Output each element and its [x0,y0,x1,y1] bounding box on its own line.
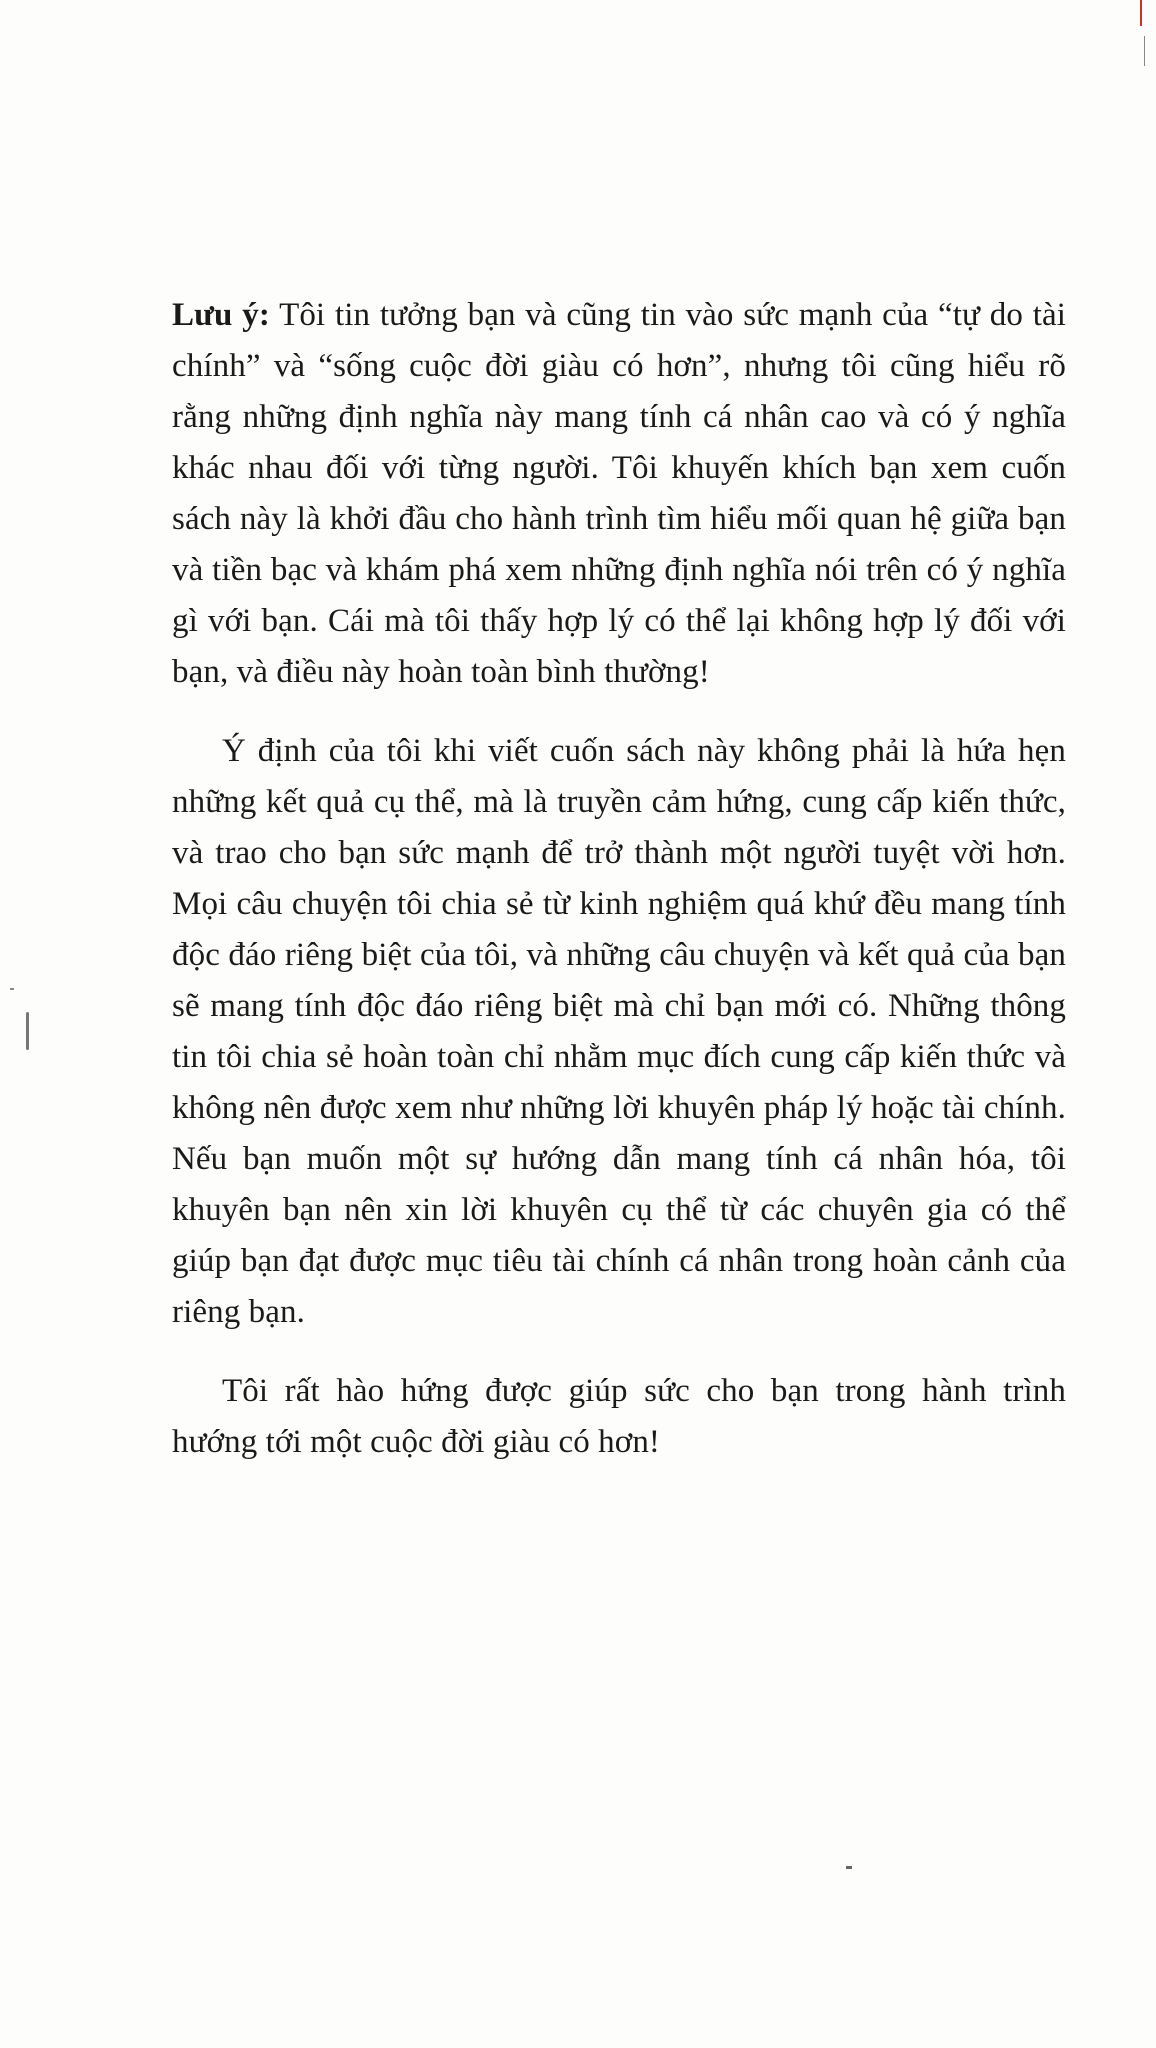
scan-margin-mark [26,1012,29,1050]
note-paragraph [172,290,1066,698]
note-text: Tôi tin tưởng bạn và cũng tin vào sức mạnh của “tự do tài chính” và “sống cuộc đời giàu có hơn”, nhưng tôi cũng hiểu rõ rằng những định nghĩa này mang tính cá nhân cao và có ý nghĩa khác nhau đối với từng người. Tôi khuyến khích bạn xem cuốn sách này là khởi đầu cho hành trình tìm hiểu mối quan hệ giữa bạn và tiền bạc và khám phá xem những định nghĩa nói trên có ý nghĩa gì với bạn. Cái mà tôi thấy hợp lý có thể lại không hợp lý đối với bạn, và điều này hoàn toàn bình thường! [172,297,1067,690]
scan-speck [10,988,14,990]
closing-paragraph: Tôi rất hào hứng được giúp sức cho bạn trong hành trình hướng tới một cuộc đời giàu có hơn! [172,1373,1066,1460]
body-text [172,290,1066,1496]
scan-edge-mark [1140,0,1142,26]
scan-speck [846,1866,852,1869]
intent-paragraph: Ý định của tôi khi viết cuốn sách này không phải là hứa hẹn những kết quả cụ thể, mà là truyền cảm hứng, cung cấp kiến thức, và trao cho bạn sức mạnh để trở thành một người tuyệt vời hơn. Mọi câu chuyện tôi chia sẻ từ kinh nghiệm quá khứ đều mang tính độc đáo riêng biệt của tôi, và những câu chuyện và kết quả của bạn sẽ mang tính độc đáo riêng biệt mà chỉ bạn mới có. Những thông tin tôi chia sẻ hoàn toàn chỉ nhằm mục đích cung cấp kiến thức và không nên được xem như những lời khuyên pháp lý hoặc tài chính. Nếu bạn muốn một sự hướng dẫn mang tính cá nhân hóa, tôi khuyên bạn nên xin lời khuyên cụ thể từ các chuyên gia có thể giúp bạn đạt được mục tiêu tài chính cá nhân trong hoàn cảnh của riêng bạn. [172,733,1066,1330]
scan-edge-line [1144,36,1145,66]
note-label: Lưu ý: [172,297,270,333]
